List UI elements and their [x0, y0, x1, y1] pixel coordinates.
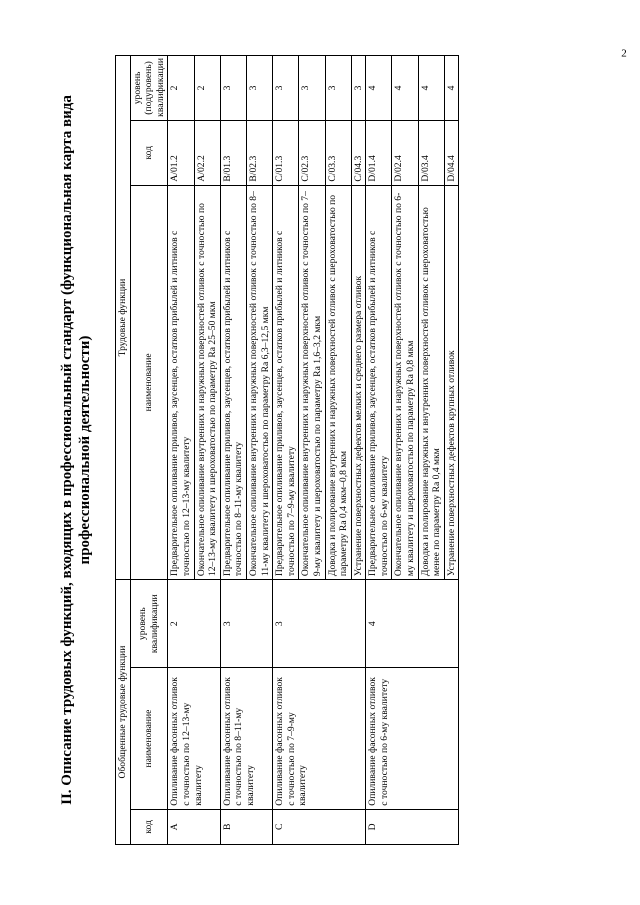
function-level: 2 [168, 56, 194, 121]
function-name: Устранение поверхностных дефектов крупных отливок [444, 185, 459, 579]
function-name: Устранение поверхностных дефектов мелких и среднего размера отливок [351, 185, 366, 579]
function-name: Предварительное опиливание приливов, заусенцев, остатков прибылей и литников с точностью по 7–9-му квалитету [273, 185, 299, 579]
function-level: 2 [194, 56, 220, 121]
header-level: уровень квалификации [130, 580, 168, 668]
page-number: 2 [621, 47, 627, 60]
group-code: C [273, 809, 366, 844]
function-name: Предварительное опиливание приливов, заусенцев, остатков прибылей и литников с точностью по 8–11-му квалитету [220, 185, 246, 579]
group-name: Опиливание фасонных отливок с точностью по 7–9-му квалитету [273, 668, 366, 809]
title-line-1: II. Описание трудовых функций, входящих в профессиональный стандарт (функциональная карта вида [59, 95, 75, 805]
function-name: Предварительное опиливание приливов, заусенцев, остатков прибылей и литников с точностью по 12–13-му квалитету [168, 185, 194, 579]
header-labor-code: код [130, 120, 168, 185]
function-code: B/02.3 [246, 120, 272, 185]
function-code: D/02.4 [392, 120, 418, 185]
group-level: 4 [366, 580, 459, 668]
group-name: Опиливание фасонных отливок с точностью по 8–11-му квалитету [220, 668, 272, 809]
function-code: D/03.4 [418, 120, 444, 185]
header-labor: Трудовые функции [116, 56, 131, 580]
table-row [168, 56, 194, 845]
function-code: C/02.3 [299, 120, 325, 185]
header-name: наименование [130, 668, 168, 809]
rotated-page [30, 10, 640, 890]
header-generalized: Обобщенные трудовые функции [116, 580, 131, 845]
header-sublevel: уровень (подуровень) квалификации [130, 56, 168, 121]
group-code: D [366, 809, 459, 844]
function-name: Доводка и полирование наружных и внутренних поверхностей отливок с шероховатостью менее по параметру Ra 0,4 мкм [418, 185, 444, 579]
group-level: 3 [220, 580, 272, 668]
header-code: код [130, 809, 168, 844]
function-level: 3 [273, 56, 299, 121]
function-level: 4 [418, 56, 444, 121]
table-row [273, 56, 299, 845]
function-level: 4 [366, 56, 392, 121]
function-name: Окончательное опиливание внутренних и наружных поверхностей отливок с точностью по 12–13-му квалитету и шероховатостью по параметру Ra 25–50 мкм [194, 185, 220, 579]
functional-map-table [115, 55, 459, 845]
group-level: 3 [273, 580, 366, 668]
function-name: Окончательное опиливание внутренних и наружных поверхностей отливок с точностью по 7–9-му квалитету и шероховатостью по параметру Ra 1,6–3,2 мкм [299, 185, 325, 579]
table-row [220, 56, 246, 845]
function-level: 3 [325, 56, 351, 121]
group-code: A [168, 809, 220, 844]
group-name: Опиливание фасонных отливок с точностью по 6-му квалитету [366, 668, 459, 809]
title-line-2: профессиональной деятельности) [77, 335, 93, 565]
table-body [168, 56, 459, 845]
function-code: B/01.3 [220, 120, 246, 185]
function-level: 3 [351, 56, 366, 121]
group-code: B [220, 809, 272, 844]
group-level: 2 [168, 580, 220, 668]
section-title [58, 10, 94, 890]
function-code: D/04.4 [444, 120, 459, 185]
function-level: 3 [246, 56, 272, 121]
function-code: A/02.2 [194, 120, 220, 185]
function-code: D/01.4 [366, 120, 392, 185]
function-level: 4 [392, 56, 418, 121]
function-level: 3 [299, 56, 325, 121]
function-name: Предварительное опиливание приливов, заусенцев, остатков прибылей и литников с точностью по 6-му квалитету [366, 185, 392, 579]
table-row [366, 56, 392, 845]
header-labor-name: наименование [130, 185, 168, 579]
function-code: C/04.3 [351, 120, 366, 185]
function-code: C/03.3 [325, 120, 351, 185]
function-code: C/01.3 [273, 120, 299, 185]
function-name: Окончательное опиливание внутренних и наружных поверхностей отливок с точностью по 6-му квалитету и шероховатостью по параметру Ra 0,8 мкм [392, 185, 418, 579]
function-name: Доводка и полирование внутренних и наружных поверхностей отливок с шероховатостью по параметру Ra 0,4 мкм–0,8 мкм [325, 185, 351, 579]
function-level: 3 [220, 56, 246, 121]
function-code: A/01.2 [168, 120, 194, 185]
function-level: 4 [444, 56, 459, 121]
group-name: Опиливание фасонных отливок с точностью по 12–13-му квалитету [168, 668, 220, 809]
function-name: Окончательное опиливание внутренних и наружных поверхностей отливок с точностью по 8–11-му квалитету и шероховатостью по параметру Ra 6,3–12,5 мкм [246, 185, 272, 579]
